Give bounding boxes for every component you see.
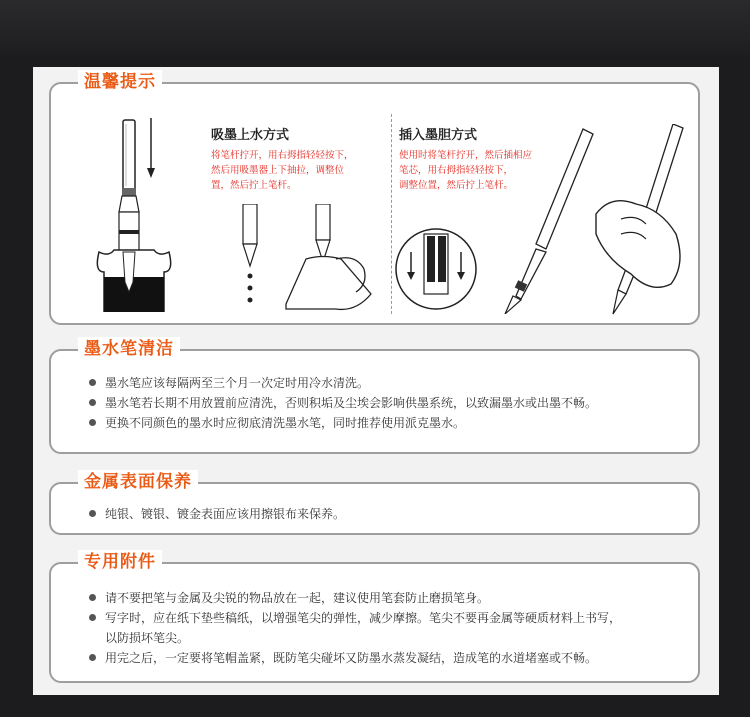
pen-open-illustration [491, 124, 601, 314]
hand-inserting-cartridge-illustration [591, 124, 696, 319]
tips-title: 温馨提示 [78, 70, 162, 94]
cartridge-method-heading: 插入墨胆方式 [399, 128, 478, 143]
item-text: 写字时，应在纸下垫些稿纸，以增强笔尖的弹性，减少摩擦。笔尖不要再金属等硬质材料上书写， [105, 611, 622, 625]
accessories-title: 专用附件 [78, 550, 162, 574]
list-item [89, 588, 678, 608]
content-panel [33, 67, 719, 695]
list-item: 墨水笔应该每隔两至三个月一次定时用冷水清洗。 [89, 373, 678, 393]
cartridge-line-2: 笔芯，用右拇指轻轻按下， [399, 165, 514, 176]
fill-method-heading: 吸墨上水方式 [211, 128, 290, 143]
list-item [89, 648, 678, 668]
metal-care-list [89, 504, 678, 524]
list-item: 更换不同颜色的墨水时应彻底清洗墨水笔，同时推荐使用派克墨水。 [89, 413, 678, 433]
cartridge-insert-diagram [391, 224, 481, 314]
metal-care-title: 金属表面保养 [78, 470, 198, 494]
accessories-list [89, 588, 678, 668]
cleaning-list [89, 373, 678, 433]
pen-in-ink-bottle-illustration [89, 112, 179, 312]
list-item: 墨水笔若长期不用放置前应清洗，否则积垢及尘埃会影响供墨系统，以致漏墨水或出墨不畅。 [89, 393, 678, 413]
cleaning-title: 墨水笔清洁 [78, 337, 180, 361]
item-text-continued: 以防损坏笔尖。 [105, 631, 190, 645]
fill-line-3: 置，然后拧上笔杆。 [211, 180, 297, 191]
fill-line-2: 然后用吸墨器上下抽拉，调整位 [211, 165, 345, 176]
fill-line-1: 将笔杆拧开，用右拇指轻轻按下， [211, 150, 354, 161]
ink-drops-illustration [226, 204, 276, 314]
cleaning-card [49, 339, 700, 454]
fill-method-text [211, 148, 354, 193]
cartridge-line-1: 使用时将笔杆拧开，然后插相应 [399, 150, 533, 161]
top-dark-banner [0, 0, 750, 55]
cartridge-line-3: 调整位置，然后拧上笔杆。 [399, 180, 514, 191]
wipe-nib-hand-illustration [276, 204, 376, 314]
tips-card [49, 72, 700, 325]
accessories-card [49, 552, 700, 683]
metal-care-card [49, 472, 700, 535]
list-item: 纯银、镀银、镀金表面应该用擦银布来保养。 [89, 504, 678, 524]
item-text: 请不要把笔与金属及尖锐的物品放在一起，建议使用笔套防止磨损笔身。 [105, 591, 490, 605]
list-item [89, 608, 678, 648]
item-text: 用完之后，一定要将笔帽盖紧，既防笔尖碰坏又防墨水蒸发凝结，造成笔的水道堵塞或不畅。 [105, 651, 598, 665]
